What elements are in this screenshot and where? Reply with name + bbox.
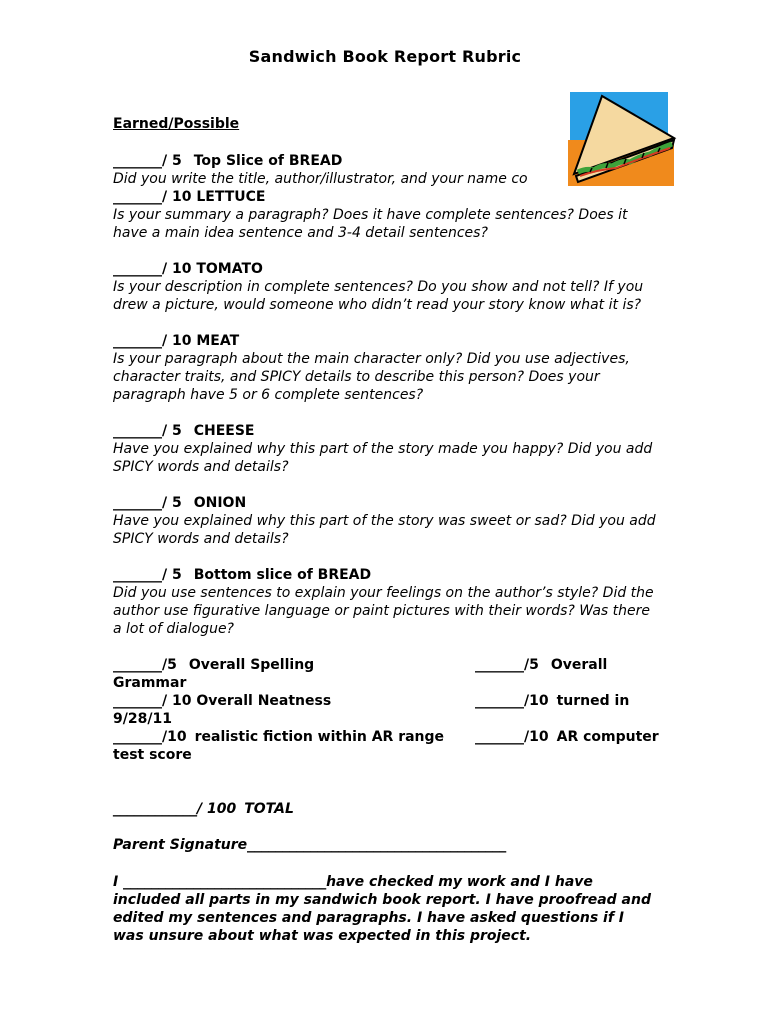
rubric-desc-lettuce-2: have a main idea sentence and 3-4 detail sentences? [113, 225, 488, 241]
score-blank[interactable]: _______ [113, 333, 162, 349]
rubric-item-bread-top: _______/ 5 Top Slice of BREAD [113, 153, 343, 169]
rubric-desc-tomato-1: Is your description in complete sentences? Do you show and not tell? If you [113, 279, 644, 295]
score-blank[interactable]: _______ [475, 693, 524, 709]
page-title: Sandwich Book Report Rubric [248, 47, 522, 66]
rubric-item-cheese: _______/ 5 CHEESE [113, 423, 255, 439]
rubric-desc-cheese-2: SPICY words and details? [113, 459, 289, 475]
score-blank[interactable]: _______ [113, 495, 162, 511]
rubric-item-spelling: _______/5 Overall Spelling [113, 657, 315, 673]
pledge-line-2: included all parts in my sandwich book report. I have proofread and [113, 892, 651, 908]
rubric-desc-meat-2: character traits, and SPICY details to describe this person? Does your [113, 369, 600, 385]
total-score: ____________/ 100 TOTAL [113, 801, 294, 817]
rubric-item-bread-bottom: _______/ 5 Bottom slice of BREAD [113, 567, 372, 583]
parent-signature-line[interactable]: _____________________________________ [247, 837, 507, 853]
rubric-item-neatness: _______/ 10 Overall Neatness [113, 693, 332, 709]
rubric-desc-bread-bottom-3: a lot of dialogue? [113, 621, 234, 637]
sandwich-clipart-icon [566, 88, 678, 188]
rubric-item-lettuce: _______/ 10 LETTUCE [113, 189, 266, 205]
rubric-desc-bread-top: Did you write the title, author/illustrator, and your name co [113, 171, 528, 187]
rubric-desc-lettuce-1: Is your summary a paragraph? Does it have complete sentences? Does it [113, 207, 628, 223]
score-blank[interactable]: _______ [113, 189, 162, 205]
pledge-line-1: I _____________________________have checked my work and I have [113, 874, 593, 890]
rubric-item-meat: _______/ 10 MEAT [113, 333, 240, 349]
pledge-line-4: was unsure about what was expected in this project. [113, 928, 532, 944]
parent-signature: Parent Signature_____________________________________ [113, 837, 507, 853]
rubric-desc-onion-2: SPICY words and details? [113, 531, 289, 547]
score-blank[interactable]: _______ [475, 657, 524, 673]
score-blank[interactable]: _______ [113, 729, 162, 745]
rubric-desc-onion-1: Have you explained why this part of the story was sweet or sad? Did you add [113, 513, 656, 529]
rubric-item-realistic-fiction: _______/10 realistic fiction within AR range [113, 729, 445, 745]
rubric-desc-meat-1: Is your paragraph about the main character only? Did you use adjectives, [113, 351, 630, 367]
student-name-blank[interactable]: _____________________________ [123, 874, 327, 890]
rubric-item-grammar: _______/5 Overall [475, 657, 608, 673]
rubric-desc-cheese-1: Have you explained why this part of the story made you happy? Did you add [113, 441, 653, 457]
pledge-line-3: edited my sentences and paragraphs. I have asked questions if I [113, 910, 624, 926]
rubric-item-turned-in: _______/10 turned in [475, 693, 630, 709]
rubric-item-turned-in-wrap: 9/28/11 [113, 711, 172, 727]
score-blank[interactable]: _______ [113, 261, 162, 277]
rubric-item-grammar-wrap: Grammar [113, 675, 187, 691]
rubric-desc-bread-bottom-1: Did you use sentences to explain your feelings on the author’s style? Did the [113, 585, 654, 601]
score-blank[interactable]: _______ [475, 729, 524, 745]
score-blank[interactable]: _______ [113, 693, 162, 709]
rubric-item-onion: _______/ 5 ONION [113, 495, 247, 511]
total-blank[interactable]: ____________ [113, 801, 197, 817]
rubric-item-ar-test-wrap: test score [113, 747, 192, 763]
rubric-desc-meat-3: paragraph have 5 or 6 complete sentences? [113, 387, 424, 403]
score-blank[interactable]: _______ [113, 423, 162, 439]
score-blank[interactable]: _______ [113, 153, 162, 169]
score-blank[interactable]: _______ [113, 567, 162, 583]
rubric-desc-tomato-2: drew a picture, would someone who didn’t read your story know what it is? [113, 297, 642, 313]
rubric-desc-bread-bottom-2: author use figurative language or paint pictures with their words? Was there [113, 603, 651, 619]
rubric-item-ar-test: _______/10 AR computer [475, 729, 659, 745]
score-blank[interactable]: _______ [113, 657, 162, 673]
rubric-item-tomato: _______/ 10 TOMATO [113, 261, 263, 277]
earned-possible-header: Earned/Possible [113, 116, 240, 132]
